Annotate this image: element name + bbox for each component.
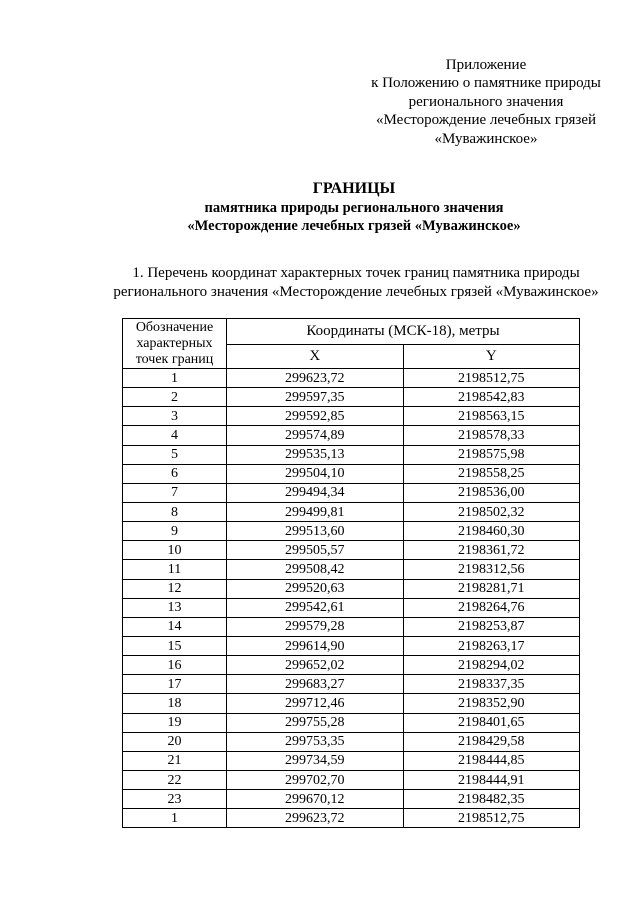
- table-row: [123, 502, 580, 521]
- x-coordinate-cell: 299753,35: [227, 732, 404, 751]
- point-number-cell: 14: [123, 617, 227, 636]
- point-label-header-line: характерных: [136, 336, 213, 351]
- point-number-cell: 17: [123, 675, 227, 694]
- x-coordinate-cell: 299670,12: [227, 790, 404, 809]
- x-coordinate-cell: 299597,35: [227, 388, 404, 407]
- table-row: [123, 483, 580, 502]
- table-row: [123, 407, 580, 426]
- table-row: [123, 598, 580, 617]
- x-coordinate-cell: 299734,59: [227, 751, 404, 770]
- appendix-line: к Положению о памятнике природы: [371, 75, 601, 92]
- header-row: [123, 319, 580, 345]
- point-number-cell: 19: [123, 713, 227, 732]
- x-header: X: [227, 344, 404, 369]
- y-coordinate-cell: 2198294,02: [403, 656, 580, 675]
- table-row: [123, 560, 580, 579]
- x-coordinate-cell: 299542,61: [227, 598, 404, 617]
- point-number-cell: 11: [123, 560, 227, 579]
- section-caption-line1: 1. Перечень координат характерных точек границ памятника природы: [132, 265, 580, 281]
- y-coordinate-cell: 2198444,85: [403, 751, 580, 770]
- x-coordinate-cell: 299508,42: [227, 560, 404, 579]
- table-row: [123, 579, 580, 598]
- x-coordinate-cell: 299505,57: [227, 541, 404, 560]
- table-row: [123, 522, 580, 541]
- table-row: [123, 732, 580, 751]
- point-label-header: [123, 319, 227, 369]
- x-coordinate-cell: 299614,90: [227, 636, 404, 655]
- x-coordinate-cell: 299623,72: [227, 809, 404, 828]
- table-row: [123, 369, 580, 388]
- table-row: [123, 464, 580, 483]
- x-coordinate-cell: 299535,13: [227, 445, 404, 464]
- point-number-cell: 23: [123, 790, 227, 809]
- document-heading: [0, 179, 640, 235]
- table-row: [123, 388, 580, 407]
- x-coordinate-cell: 299499,81: [227, 502, 404, 521]
- table-row: [123, 809, 580, 828]
- y-coordinate-cell: 2198542,83: [403, 388, 580, 407]
- table-row: [123, 713, 580, 732]
- y-coordinate-cell: 2198264,76: [403, 598, 580, 617]
- x-coordinate-cell: 299504,10: [227, 464, 404, 483]
- section-caption-line2: регионального значения «Месторождение лечебных грязей «Муважинское»: [113, 283, 599, 300]
- y-coordinate-cell: 2198337,35: [403, 675, 580, 694]
- point-number-cell: 9: [123, 522, 227, 541]
- y-coordinate-cell: 2198263,17: [403, 636, 580, 655]
- table-row: [123, 541, 580, 560]
- y-coordinate-cell: 2198512,75: [403, 369, 580, 388]
- table-row: [123, 426, 580, 445]
- coordinates-table: [122, 318, 580, 828]
- x-coordinate-cell: 299574,89: [227, 426, 404, 445]
- x-coordinate-cell: 299513,60: [227, 522, 404, 541]
- table-row: [123, 770, 580, 789]
- y-coordinate-cell: 2198352,90: [403, 694, 580, 713]
- point-number-cell: 16: [123, 656, 227, 675]
- point-number-cell: 1: [123, 809, 227, 828]
- appendix-line: «Муважинское»: [434, 130, 538, 147]
- table-row: [123, 694, 580, 713]
- coordinates-table-body: [123, 369, 580, 828]
- y-coordinate-cell: 2198482,35: [403, 790, 580, 809]
- x-coordinate-cell: 299712,46: [227, 694, 404, 713]
- point-number-cell: 22: [123, 770, 227, 789]
- point-number-cell: 15: [123, 636, 227, 655]
- point-number-cell: 5: [123, 445, 227, 464]
- x-coordinate-cell: 299683,27: [227, 675, 404, 694]
- point-number-cell: 18: [123, 694, 227, 713]
- table-row: [123, 656, 580, 675]
- y-coordinate-cell: 2198429,58: [403, 732, 580, 751]
- point-number-cell: 4: [123, 426, 227, 445]
- point-label-header-line: точек границ: [135, 352, 214, 367]
- point-number-cell: 21: [123, 751, 227, 770]
- table-row: [123, 675, 580, 694]
- point-number-cell: 1: [123, 369, 227, 388]
- appendix-line: «Месторождение лечебных грязей: [375, 112, 597, 129]
- y-coordinate-cell: 2198253,87: [403, 617, 580, 636]
- x-coordinate-cell: 299494,34: [227, 483, 404, 502]
- y-header: Y: [403, 344, 580, 369]
- point-number-cell: 8: [123, 502, 227, 521]
- point-number-cell: 2: [123, 388, 227, 407]
- table-row: [123, 636, 580, 655]
- x-coordinate-cell: 299579,28: [227, 617, 404, 636]
- document-subtitle-line1: памятника природы регионального значения: [204, 200, 504, 216]
- y-coordinate-cell: 2198563,15: [403, 407, 580, 426]
- x-coordinate-cell: 299702,70: [227, 770, 404, 789]
- y-coordinate-cell: 2198444,91: [403, 770, 580, 789]
- y-coordinate-cell: 2198512,75: [403, 809, 580, 828]
- coordinates-header: Координаты (МСК-18), метры: [227, 319, 580, 345]
- point-number-cell: 6: [123, 464, 227, 483]
- appendix-note: [360, 56, 612, 148]
- point-number-cell: 13: [123, 598, 227, 617]
- point-number-cell: 10: [123, 541, 227, 560]
- coordinates-table-header: [123, 319, 580, 369]
- point-number-cell: 12: [123, 579, 227, 598]
- section-caption: [106, 264, 606, 301]
- x-coordinate-cell: 299520,63: [227, 579, 404, 598]
- appendix-line: Приложение: [445, 57, 527, 73]
- document-subtitle-line2: «Месторождение лечебных грязей «Муважинское»: [187, 218, 521, 234]
- y-coordinate-cell: 2198536,00: [403, 483, 580, 502]
- table-row: [123, 751, 580, 770]
- x-coordinate-cell: 299623,72: [227, 369, 404, 388]
- x-coordinate-cell: 299755,28: [227, 713, 404, 732]
- point-number-cell: 3: [123, 407, 227, 426]
- y-coordinate-cell: 2198401,65: [403, 713, 580, 732]
- y-coordinate-cell: 2198281,71: [403, 579, 580, 598]
- point-number-cell: 7: [123, 483, 227, 502]
- y-coordinate-cell: 2198312,56: [403, 560, 580, 579]
- table-row: [123, 445, 580, 464]
- x-coordinate-cell: 299652,02: [227, 656, 404, 675]
- y-coordinate-cell: 2198558,25: [403, 464, 580, 483]
- appendix-line: регионального значения: [408, 93, 564, 110]
- point-label-header-line: Обозначение: [135, 320, 214, 335]
- y-coordinate-cell: 2198460,30: [403, 522, 580, 541]
- document-title: ГРАНИЦЫ: [312, 180, 396, 197]
- point-number-cell: 20: [123, 732, 227, 751]
- y-coordinate-cell: 2198502,32: [403, 502, 580, 521]
- y-coordinate-cell: 2198575,98: [403, 445, 580, 464]
- y-coordinate-cell: 2198361,72: [403, 541, 580, 560]
- x-coordinate-cell: 299592,85: [227, 407, 404, 426]
- table-row: [123, 790, 580, 809]
- table-row: [123, 617, 580, 636]
- y-coordinate-cell: 2198578,33: [403, 426, 580, 445]
